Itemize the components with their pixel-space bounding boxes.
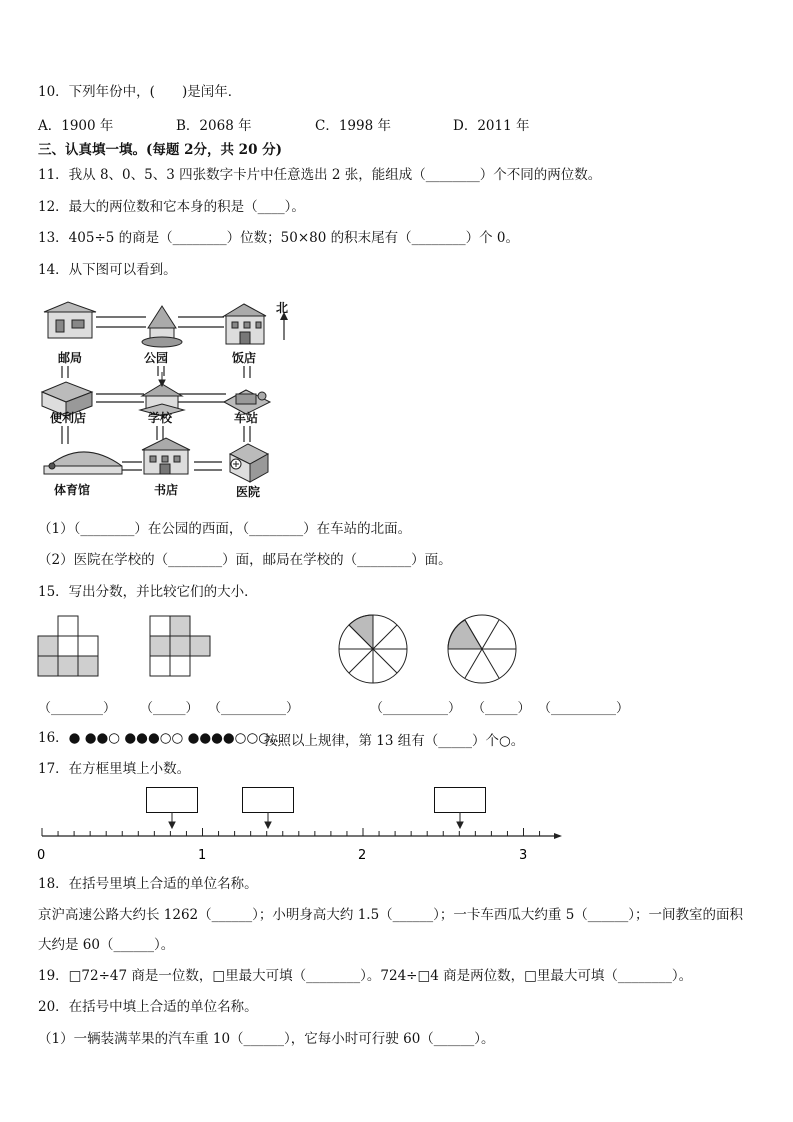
q14-sub2: （2）医院在学校的（________）面，邮局在学校的（________）面。 [38,552,452,568]
q10-option-c: C．1998 年 [315,118,391,134]
q15-blank-1[interactable]: （________） [38,701,117,716]
gym-label: 体育馆 [54,483,91,497]
gym-icon [44,452,122,474]
hospital-label: 医院 [236,485,261,499]
north-label: 北 [276,301,289,315]
q15-blank-3[interactable]: （__________） [208,701,300,716]
park-label: 公园 [144,351,169,365]
q12: 12．最大的两位数和它本身的积是（____）。 [38,199,305,215]
hospital-icon [230,444,268,482]
q10-option-d: D．2011 年 [453,118,530,134]
tick-label-2: 2 [358,848,367,863]
q18-line1: 京沪高速公路大约长 1262（______）；小明身高大约 1.5（______）；一卡车西瓜大约重 5（______）；一间教室的面积 [38,907,744,923]
circle-figure-eighths [339,615,407,683]
q15-blank-4[interactable]: （__________） [370,701,462,716]
number-line [30,808,570,868]
circle-figure-sixths [448,615,516,683]
q11: 11．我从 8、0、5、3 四张数字卡片中任意选出 2 张，能组成（________）个不同的两位数。 [38,167,602,183]
q18-stem: 18．在括号里填上合适的单位名称。 [38,876,258,892]
q14-map-figure [36,298,306,504]
q16-pattern: 16．● ●●○ ●●●○○ ●●●●○○○… [38,730,284,746]
q15-blank-2[interactable]: （_____） [140,701,199,716]
store-label: 便利店 [50,411,87,425]
school-label: 学校 [148,411,173,425]
q10-option-b: B．2068 年 [176,118,252,134]
park-icon [142,306,182,347]
q15-stem: 15．写出分数，并比较它们的大小． [38,584,258,600]
q15-blank-5[interactable]: （_____） [472,701,531,716]
section-title: 三、认真填一填。(每题 2分，共 20 分) [38,142,283,158]
grid-figure-1 [38,616,98,676]
q15-figures [36,612,536,692]
q16-text: 按照以上规律，第 13 组有（_____）个○。 [264,733,525,749]
tick-label-1: 1 [198,848,207,863]
school-icon [140,372,184,416]
hotel-label: 饭店 [232,351,257,365]
q15-blank-6[interactable]: （__________） [538,701,630,716]
bookstore-label: 书店 [154,483,179,497]
q14-sub1: （1）（________）在公园的西面，（________）在车站的北面。 [38,521,412,537]
q18-line2: 大约是 60（______）。 [38,937,175,953]
q13: 13．405÷5 的商是（________）位数；50×80 的积末尾有（________）个 0。 [38,230,519,246]
grid-figure-2 [150,616,210,676]
bookstore-icon [142,438,190,474]
q10-option-a: A．1900 年 [38,118,114,134]
q10-stem: 10．下列年份中，( )是闰年． [38,84,242,100]
hotel-icon [224,304,266,344]
tick-label-3: 3 [519,848,528,863]
station-label: 车站 [234,411,259,425]
post-office-label: 邮局 [58,351,83,365]
q19: 19．□72÷47 商是一位数，□里最大可填（________）。724÷□4 商是两位数，□里最大可填（________）。 [38,968,693,984]
q17-stem: 17．在方框里填上小数。 [38,761,191,777]
post-office-icon [44,302,96,338]
q20-stem: 20．在括号中填上合适的单位名称。 [38,999,258,1015]
tick-label-0: 0 [37,848,46,863]
q20-sub1: （1）一辆装满苹果的汽车重 10（______），它每小时可行驶 60（______）。 [38,1031,495,1047]
q14-stem: 14．从下图可以看到。 [38,262,177,278]
